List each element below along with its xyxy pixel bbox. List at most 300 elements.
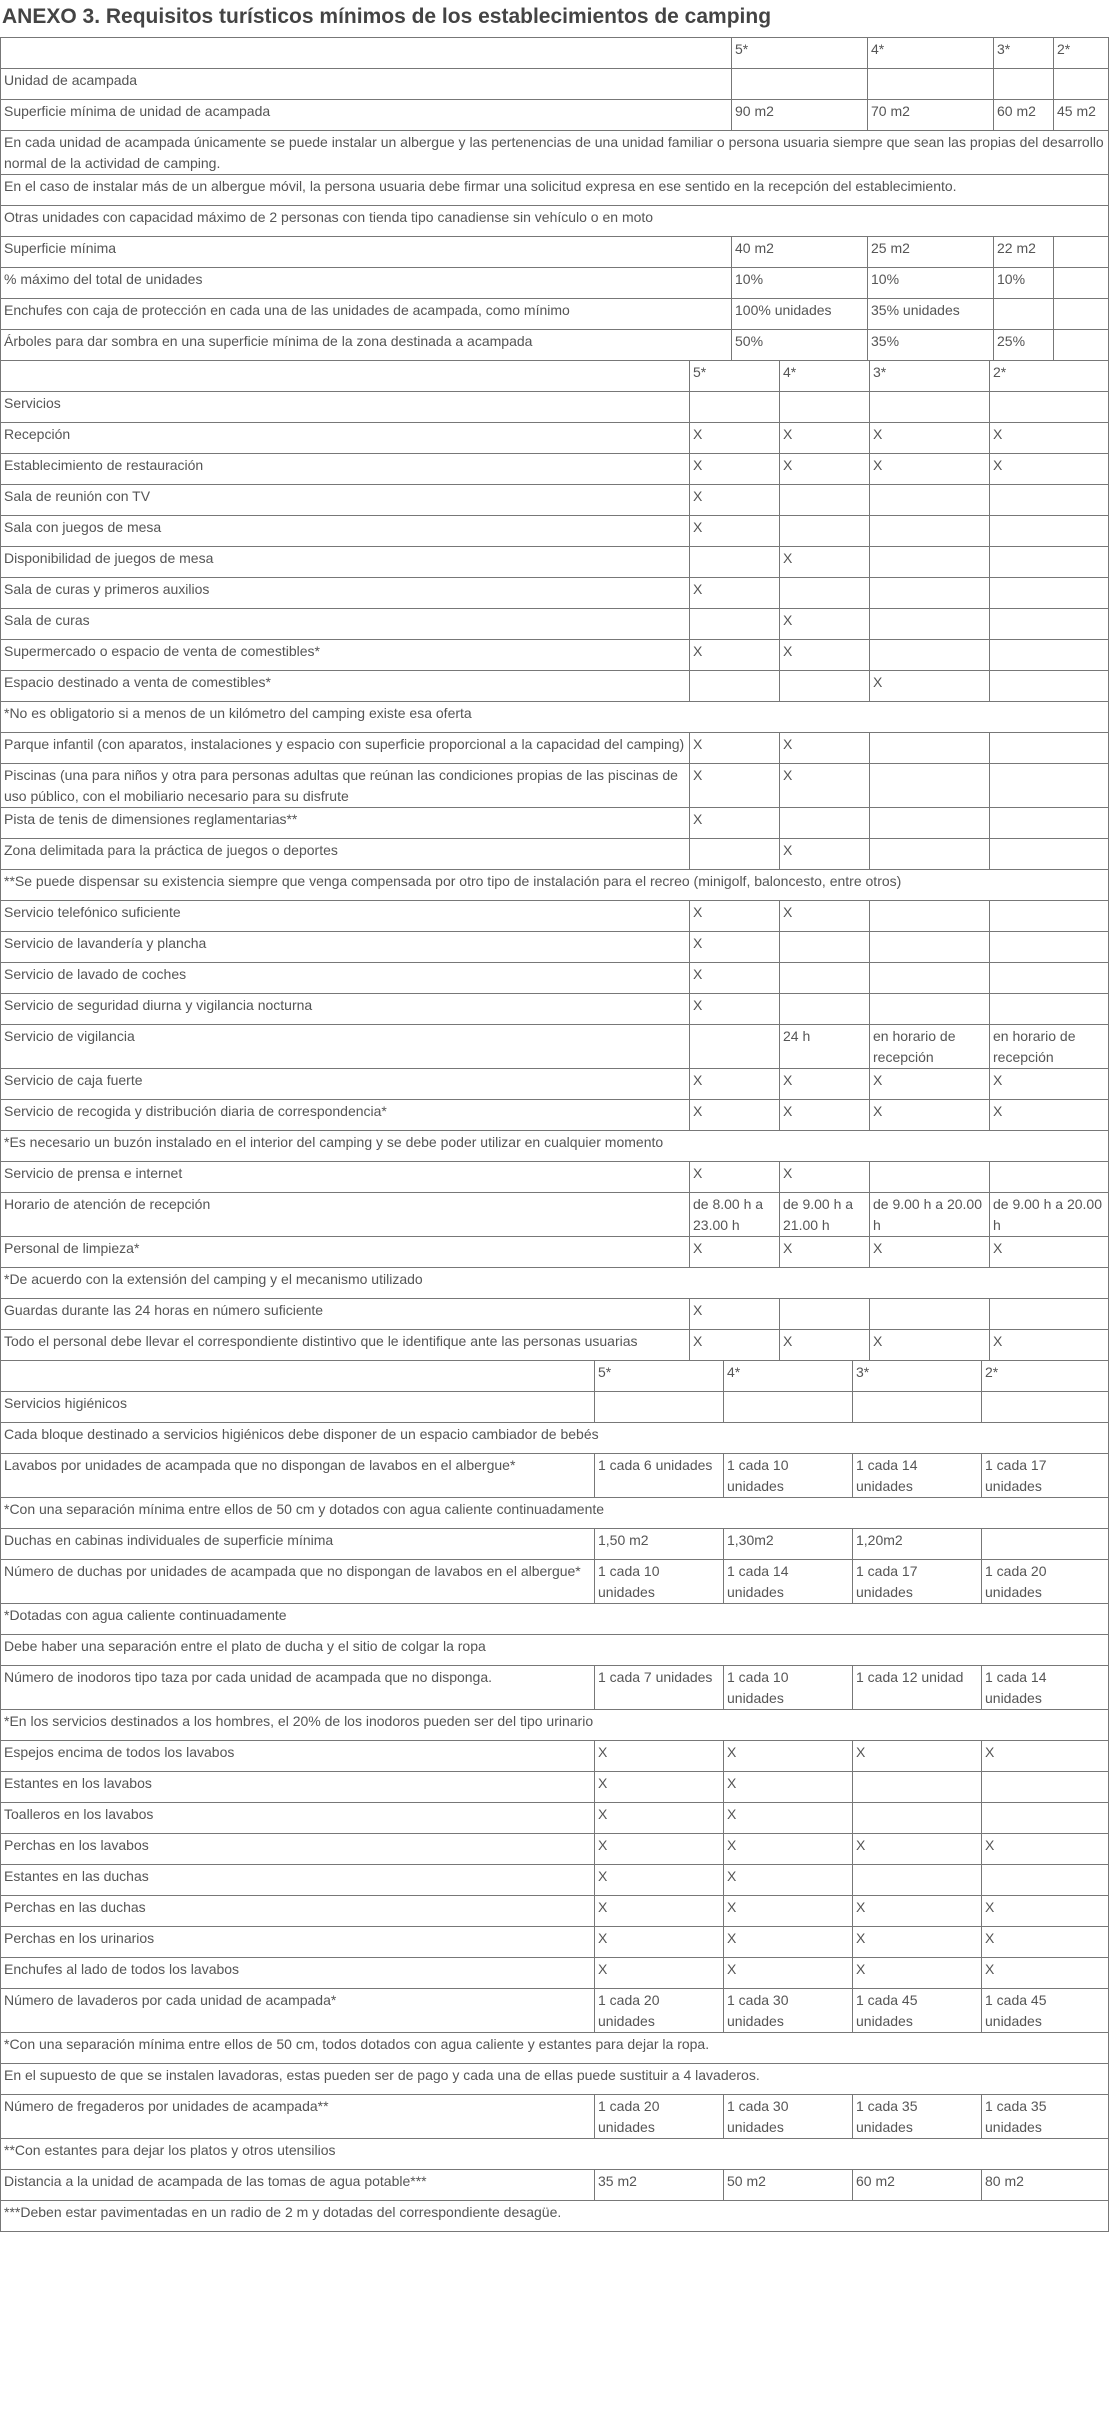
requirement-value (870, 485, 990, 516)
requirement-value: 50 m2 (724, 2170, 853, 2201)
requirement-value: de 9.00 h a 20.00 h (990, 1193, 1109, 1237)
table-row (1, 454, 1109, 485)
requirement-label: Zona delimitada para la práctica de juegos o deportes (1, 839, 690, 870)
table-row (1, 671, 1109, 702)
requirement-value: X (990, 423, 1109, 454)
requirement-value: X (690, 1237, 780, 1268)
table-row (1, 547, 1109, 578)
requirement-label: Unidad de acampada (1, 69, 732, 100)
requirement-value (870, 994, 990, 1025)
requirement-label: Superficie mínima de unidad de acampada (1, 100, 732, 131)
requirement-value (868, 69, 994, 100)
requirement-value: X (724, 1865, 853, 1896)
requirement-label: Pista de tenis de dimensiones reglamentarias** (1, 808, 690, 839)
note-row (1, 1423, 1109, 1454)
requirement-value (780, 808, 870, 839)
requirement-value: 90 m2 (732, 100, 868, 131)
requirement-label: Servicio de lavandería y plancha (1, 932, 690, 963)
requirement-value: X (724, 1803, 853, 1834)
note-row (1, 702, 1109, 733)
note-row (1, 1604, 1109, 1635)
requirement-label: Superficie mínima (1, 237, 732, 268)
requirement-label: Número de fregaderos por unidades de acampada** (1, 2095, 595, 2139)
requirement-value: 1 cada 17 unidades (853, 1560, 982, 1604)
table-row (1, 578, 1109, 609)
requirement-value: X (724, 1834, 853, 1865)
table-row (1, 764, 1109, 808)
table-row (1, 1454, 1109, 1498)
requirement-value (870, 764, 990, 808)
requirement-value: X (853, 1896, 982, 1927)
table-row (1, 423, 1109, 454)
requirement-value (780, 963, 870, 994)
requirement-value: 1 cada 30 unidades (724, 1989, 853, 2033)
requirement-value (595, 1392, 724, 1423)
requirement-value (990, 1162, 1109, 1193)
note-text: **Se puede dispensar su existencia siempre que venga compensada por otro tipo de instalación para el recreo (minigolf, baloncesto, entre otros) (1, 870, 1109, 901)
table-row (1, 963, 1109, 994)
requirement-value (780, 392, 870, 423)
requirement-value (853, 1865, 982, 1896)
table-row (1, 1330, 1109, 1361)
requirement-label: Enchufes al lado de todos los lavabos (1, 1958, 595, 1989)
requirement-value: X (690, 994, 780, 1025)
table-row (1, 1193, 1109, 1237)
requirement-value (690, 1025, 780, 1069)
requirement-value: X (690, 516, 780, 547)
requirement-value: X (853, 1741, 982, 1772)
requirement-label: Servicio de lavado de coches (1, 963, 690, 994)
requirement-value (990, 640, 1109, 671)
table-row (1, 1025, 1109, 1069)
requirement-value (870, 578, 990, 609)
requirement-value: X (982, 1741, 1109, 1772)
requirement-value: 1 cada 6 unidades (595, 1454, 724, 1498)
requirement-value: X (595, 1896, 724, 1927)
requirement-value: X (780, 1237, 870, 1268)
header-cell-stars: 2* (982, 1361, 1109, 1392)
table-row (1, 1069, 1109, 1100)
requirement-value: X (853, 1958, 982, 1989)
requirement-value: X (595, 1803, 724, 1834)
requirement-value (1054, 299, 1109, 330)
requirement-value: X (690, 901, 780, 932)
requirement-value: 1 cada 35 unidades (982, 2095, 1109, 2139)
requirement-label: Toalleros en los lavabos (1, 1803, 595, 1834)
requirement-value (990, 932, 1109, 963)
table-row (1, 1162, 1109, 1193)
note-row (1, 1710, 1109, 1741)
requirement-label: Servicios (1, 392, 690, 423)
requirement-value: 1,50 m2 (595, 1529, 724, 1560)
table-row (1, 901, 1109, 932)
table-row (1, 1392, 1109, 1423)
note-text: *Con una separación mínima entre ellos de 50 cm y dotados con agua caliente continuadamente (1, 1498, 1109, 1529)
requirement-value: 1 cada 20 unidades (595, 1989, 724, 2033)
requirement-value: X (724, 1772, 853, 1803)
requirement-value (853, 1392, 982, 1423)
table-row (1, 100, 1109, 131)
requirement-label: Sala con juegos de mesa (1, 516, 690, 547)
requirement-label: Recepción (1, 423, 690, 454)
note-text: *Es necesario un buzón instalado en el interior del camping y se debe poder utilizar en cualquier momento (1, 1131, 1109, 1162)
requirement-value: 1 cada 30 unidades (724, 2095, 853, 2139)
requirement-value: X (690, 808, 780, 839)
requirement-value (990, 485, 1109, 516)
requirement-label: Número de duchas por unidades de acampada que no dispongan de lavabos en el albergue* (1, 1560, 595, 1604)
table-row (1, 1927, 1109, 1958)
requirement-value (990, 994, 1109, 1025)
requirement-value: 35% unidades (868, 299, 994, 330)
note-text: Cada bloque destinado a servicios higiénicos debe disponer de un espacio cambiador de bebés (1, 1423, 1109, 1454)
requirement-value (870, 392, 990, 423)
requirement-value: 35 m2 (595, 2170, 724, 2201)
requirement-value: 24 h (780, 1025, 870, 1069)
requirement-value: X (982, 1958, 1109, 1989)
requirement-value: X (690, 1100, 780, 1131)
requirement-value: 40 m2 (732, 237, 868, 268)
requirement-value (990, 839, 1109, 870)
header-cell-stars: 4* (868, 38, 994, 69)
requirement-label: Sala de reunión con TV (1, 485, 690, 516)
requirement-value: 10% (868, 268, 994, 299)
requirement-value (982, 1529, 1109, 1560)
table-row (1, 516, 1109, 547)
requirement-value: X (982, 1896, 1109, 1927)
requirement-value: X (982, 1927, 1109, 1958)
requirement-label: Servicio de prensa e internet (1, 1162, 690, 1193)
requirement-value (690, 547, 780, 578)
requirement-value (870, 932, 990, 963)
requirement-value (870, 1162, 990, 1193)
requirement-value: de 8.00 h a 23.00 h (690, 1193, 780, 1237)
requirement-value: X (780, 1330, 870, 1361)
requirement-value (853, 1772, 982, 1803)
requirement-label: Servicio de recogida y distribución diaria de correspondencia* (1, 1100, 690, 1131)
note-row (1, 1635, 1109, 1666)
requirement-value: X (780, 547, 870, 578)
requirement-value: X (690, 764, 780, 808)
requirement-value: X (690, 485, 780, 516)
requirement-value: 22 m2 (994, 237, 1054, 268)
note-row (1, 2201, 1109, 2232)
requirement-value: X (780, 764, 870, 808)
requirement-value (870, 609, 990, 640)
requirement-value (870, 640, 990, 671)
requirement-value: 45 m2 (1054, 100, 1109, 131)
table-row (1, 392, 1109, 423)
requirement-value: X (724, 1958, 853, 1989)
requirement-value (870, 516, 990, 547)
requirement-label: Establecimiento de restauración (1, 454, 690, 485)
requirement-value (690, 392, 780, 423)
requirement-value: X (724, 1741, 853, 1772)
requirement-value (870, 901, 990, 932)
requirement-value: X (870, 1100, 990, 1131)
requirement-value (780, 671, 870, 702)
note-text: En cada unidad de acampada únicamente se puede instalar un albergue y las pertenencias de una unidad familiar o persona usuaria siempre que sean las propias del desarrollo normal de la actividad de camping. (1, 131, 1109, 175)
note-row (1, 175, 1109, 206)
requirement-label: Lavabos por unidades de acampada que no dispongan de lavabos en el albergue* (1, 1454, 595, 1498)
requirement-label: Piscinas (una para niños y otra para personas adultas que reúnan las condiciones propias de las piscinas de uso público, con el mobiliario necesario para su disfrute (1, 764, 690, 808)
requirement-value (780, 994, 870, 1025)
requirement-value (780, 485, 870, 516)
requirement-label: Estantes en los lavabos (1, 1772, 595, 1803)
table-row (1, 330, 1109, 361)
requirement-label: Sala de curas (1, 609, 690, 640)
requirement-label: Servicio de caja fuerte (1, 1069, 690, 1100)
table-row (1, 299, 1109, 330)
requirement-value: 25% (994, 330, 1054, 361)
requirement-value: 50% (732, 330, 868, 361)
requirement-value: X (780, 733, 870, 764)
requirement-value: 25 m2 (868, 237, 994, 268)
note-text: En el supuesto de que se instalen lavadoras, estas pueden ser de pago y cada una de ellas puede sustituir a 4 lavaderos. (1, 2064, 1109, 2095)
requirement-value: en horario de recepción (870, 1025, 990, 1069)
requirement-value: 1 cada 7 unidades (595, 1666, 724, 1710)
requirement-value: X (853, 1927, 982, 1958)
requirement-value: 1 cada 20 unidades (982, 1560, 1109, 1604)
requirement-value (690, 671, 780, 702)
requirement-value: X (870, 1069, 990, 1100)
requirement-value (990, 671, 1109, 702)
requirement-value: 1 cada 10 unidades (595, 1560, 724, 1604)
requirement-label: Perchas en las duchas (1, 1896, 595, 1927)
requirement-value: 60 m2 (994, 100, 1054, 131)
header-cell-stars: 4* (724, 1361, 853, 1392)
requirement-label: Árboles para dar sombra en una superficie mínima de la zona destinada a acampada (1, 330, 732, 361)
header-cell-stars: 3* (994, 38, 1054, 69)
requirement-label: Servicios higiénicos (1, 1392, 595, 1423)
table-row (1, 2170, 1109, 2201)
header-cell-empty (1, 1361, 595, 1392)
requirement-value: X (595, 1958, 724, 1989)
requirement-value (1054, 330, 1109, 361)
requirement-label: Duchas en cabinas individuales de superficie mínima (1, 1529, 595, 1560)
note-row (1, 2064, 1109, 2095)
requirement-value: X (870, 454, 990, 485)
note-row (1, 2033, 1109, 2064)
table-row (1, 932, 1109, 963)
table-row (1, 1896, 1109, 1927)
requirement-value (870, 547, 990, 578)
requirement-value: 1 cada 35 unidades (853, 2095, 982, 2139)
table-row (1, 69, 1109, 100)
requirement-value: X (690, 454, 780, 485)
header-cell-stars: 5* (732, 38, 868, 69)
table-row (1, 1803, 1109, 1834)
requirement-value: X (870, 423, 990, 454)
requirement-value: X (990, 1100, 1109, 1131)
table-row (1, 808, 1109, 839)
requirement-label: Servicio de seguridad diurna y vigilancia nocturna (1, 994, 690, 1025)
requirement-label: Personal de limpieza* (1, 1237, 690, 1268)
note-row (1, 1498, 1109, 1529)
requirement-value (780, 516, 870, 547)
table-row (1, 609, 1109, 640)
requirement-value: 35% (868, 330, 994, 361)
note-text: Debe haber una separación entre el plato de ducha y el sitio de colgar la ropa (1, 1635, 1109, 1666)
requirement-value: 80 m2 (982, 2170, 1109, 2201)
header-cell-stars: 5* (690, 361, 780, 392)
requirement-value: X (780, 454, 870, 485)
header-row (1, 1361, 1109, 1392)
requirement-value: 70 m2 (868, 100, 994, 131)
note-text: Otras unidades con capacidad máximo de 2 personas con tienda tipo canadiense sin vehículo o en moto (1, 206, 1109, 237)
requirement-value: 1 cada 45 unidades (982, 1989, 1109, 2033)
header-cell-stars: 2* (1054, 38, 1109, 69)
table-hygiene-services (0, 1360, 1109, 2232)
requirement-value: 1 cada 10 unidades (724, 1666, 853, 1710)
requirement-value: X (870, 671, 990, 702)
requirement-value (870, 733, 990, 764)
requirement-value: X (690, 1299, 780, 1330)
table-row (1, 1772, 1109, 1803)
requirement-value: X (853, 1834, 982, 1865)
requirement-value (870, 808, 990, 839)
note-row (1, 2139, 1109, 2170)
note-text: *En los servicios destinados a los hombres, el 20% de los inodoros pueden ser del tipo urinario (1, 1710, 1109, 1741)
table-row (1, 2095, 1109, 2139)
requirement-value (1054, 69, 1109, 100)
requirement-value (780, 1299, 870, 1330)
requirement-value (853, 1803, 982, 1834)
requirement-label: Perchas en los urinarios (1, 1927, 595, 1958)
requirement-value (1054, 268, 1109, 299)
table-row (1, 839, 1109, 870)
requirement-value: X (690, 578, 780, 609)
requirement-value (990, 392, 1109, 423)
requirement-value: 1 cada 17 unidades (982, 1454, 1109, 1498)
requirement-label: Guardas durante las 24 horas en número suficiente (1, 1299, 690, 1330)
table-row (1, 1100, 1109, 1131)
table-row (1, 1741, 1109, 1772)
requirement-value (994, 299, 1054, 330)
table-row (1, 640, 1109, 671)
requirement-label: Supermercado o espacio de venta de comestibles* (1, 640, 690, 671)
requirement-value: X (780, 640, 870, 671)
requirement-value: X (724, 1896, 853, 1927)
requirement-value (690, 609, 780, 640)
requirement-label: Número de lavaderos por cada unidad de acampada* (1, 1989, 595, 2033)
header-cell-empty (1, 361, 690, 392)
requirement-value: X (990, 1330, 1109, 1361)
requirement-value: 1 cada 14 unidades (982, 1666, 1109, 1710)
table-row (1, 1958, 1109, 1989)
note-row (1, 1268, 1109, 1299)
requirement-value: 1 cada 20 unidades (595, 2095, 724, 2139)
requirement-value: X (780, 609, 870, 640)
requirement-value: X (690, 640, 780, 671)
requirement-value (982, 1803, 1109, 1834)
requirement-value: X (595, 1741, 724, 1772)
requirement-value (990, 808, 1109, 839)
header-cell-stars: 3* (870, 361, 990, 392)
requirement-label: Servicio de vigilancia (1, 1025, 690, 1069)
header-cell-stars: 3* (853, 1361, 982, 1392)
requirement-label: Número de inodoros tipo taza por cada unidad de acampada que no disponga. (1, 1666, 595, 1710)
requirement-value: 1 cada 14 unidades (724, 1560, 853, 1604)
requirement-value (690, 839, 780, 870)
requirement-value: 1,30m2 (724, 1529, 853, 1560)
requirement-value (870, 1299, 990, 1330)
requirement-value: X (690, 733, 780, 764)
requirement-value: 60 m2 (853, 2170, 982, 2201)
table-row (1, 733, 1109, 764)
requirement-value (990, 733, 1109, 764)
requirement-value (724, 1392, 853, 1423)
requirement-value: X (982, 1834, 1109, 1865)
note-text: *No es obligatorio si a menos de un kilómetro del camping existe esa oferta (1, 702, 1109, 733)
requirement-value: X (690, 963, 780, 994)
requirement-value: X (690, 932, 780, 963)
table-row (1, 1560, 1109, 1604)
header-row (1, 361, 1109, 392)
requirement-value: X (780, 901, 870, 932)
requirement-value (994, 69, 1054, 100)
requirement-label: Servicio telefónico suficiente (1, 901, 690, 932)
requirement-value: 1 cada 10 unidades (724, 1454, 853, 1498)
note-row (1, 870, 1109, 901)
requirement-label: Disponibilidad de juegos de mesa (1, 547, 690, 578)
requirement-value (990, 516, 1109, 547)
requirement-value: X (690, 1069, 780, 1100)
requirement-value (990, 901, 1109, 932)
header-row (1, 38, 1109, 69)
requirement-value (990, 578, 1109, 609)
requirement-value: 10% (994, 268, 1054, 299)
header-cell-stars: 4* (780, 361, 870, 392)
note-row (1, 131, 1109, 175)
requirement-value: X (990, 1237, 1109, 1268)
table-row (1, 994, 1109, 1025)
requirement-value: 1 cada 14 unidades (853, 1454, 982, 1498)
requirement-value: X (780, 423, 870, 454)
page-title: ANEXO 3. Requisitos turísticos mínimos de los establecimientos de camping (2, 5, 772, 28)
note-row (1, 206, 1109, 237)
requirement-label: Perchas en los lavabos (1, 1834, 595, 1865)
note-row (1, 1131, 1109, 1162)
table-row (1, 268, 1109, 299)
requirement-value: 1 cada 45 unidades (853, 1989, 982, 2033)
requirement-value: X (690, 1330, 780, 1361)
requirement-label: Distancia a la unidad de acampada de las tomas de agua potable*** (1, 2170, 595, 2201)
requirement-label: Parque infantil (con aparatos, instalaciones y espacio con superficie proporcional a la capacidad del camping) (1, 733, 690, 764)
requirement-value: 100% unidades (732, 299, 868, 330)
table-camping-units (0, 37, 1109, 361)
header-cell-stars: 5* (595, 1361, 724, 1392)
requirement-label: Espacio destinado a venta de comestibles* (1, 671, 690, 702)
requirement-value: X (690, 423, 780, 454)
requirement-value: 1 cada 12 unidad (853, 1666, 982, 1710)
requirement-value (982, 1772, 1109, 1803)
note-text: *Con una separación mínima entre ellos de 50 cm, todos dotados con agua caliente y estantes para dejar la ropa. (1, 2033, 1109, 2064)
table-row (1, 1299, 1109, 1330)
requirement-value: 10% (732, 268, 868, 299)
header-cell-empty (1, 38, 732, 69)
table-row (1, 1666, 1109, 1710)
requirement-value: X (990, 454, 1109, 485)
note-text: *Dotadas con agua caliente continuadamente (1, 1604, 1109, 1635)
table-row (1, 237, 1109, 268)
requirement-value (990, 963, 1109, 994)
requirement-value: X (595, 1927, 724, 1958)
note-text: *De acuerdo con la extensión del camping y el mecanismo utilizado (1, 1268, 1109, 1299)
requirement-value: X (595, 1834, 724, 1865)
requirement-value (780, 932, 870, 963)
requirement-value (732, 69, 868, 100)
requirement-value (982, 1865, 1109, 1896)
